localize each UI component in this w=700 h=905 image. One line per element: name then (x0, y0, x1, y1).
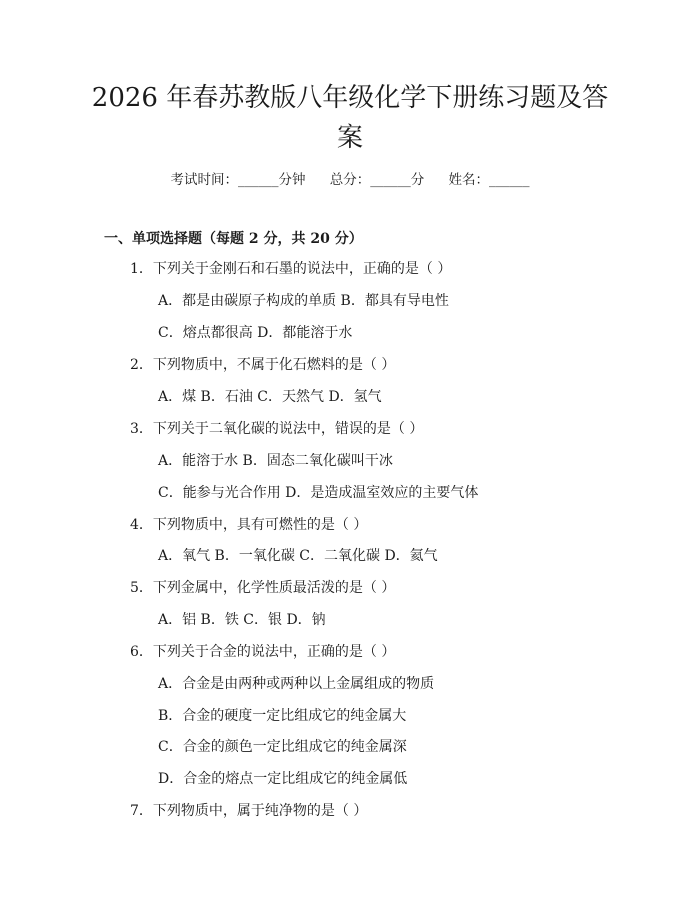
exam-name-field: 姓名：______ (448, 172, 530, 188)
question-options: A．氧气 B．一氧化碳 C．二氧化碳 D．氦气 (158, 548, 438, 564)
question-stem: 6．下列关于合金的说法中，正确的是（ ） (130, 644, 396, 660)
question-options: A．铝 B．铁 C．银 D．钠 (158, 612, 326, 628)
question-stem: 7．下列物质中，属于纯净物的是（ ） (130, 803, 368, 819)
exam-meta (0, 168, 700, 188)
title-line-2: 案 (336, 123, 363, 153)
exam-time: 考试时间：______分钟 (170, 172, 306, 188)
title-line-1: 2026 年春苏教版八年级化学下册练习题及答 (91, 83, 609, 113)
document-title (60, 78, 640, 158)
question-options: C．能参与光合作用 D．是造成温室效应的主要气体 (158, 485, 479, 501)
question-stem: 4．下列物质中，具有可燃性的是（ ） (130, 517, 368, 533)
question-stem: 5．下列金属中，化学性质最活泼的是（ ） (130, 580, 396, 596)
question-stem: 2．下列物质中，不属于化石燃料的是（ ） (130, 357, 396, 373)
question-options: B．合金的硬度一定比组成它的纯金属大 (158, 708, 407, 724)
question-options: A．合金是由两种或两种以上金属组成的物质 (158, 676, 435, 692)
question-options: A．能溶于水 B．固态二氧化碳叫干冰 (158, 453, 393, 469)
question-options: A．煤 B．石油 C．天然气 D．氢气 (158, 389, 382, 405)
question-options: C．熔点都很高 D．都能溶于水 (158, 325, 353, 341)
section-heading: 一、单项选择题（每题 2 分，共 20 分） (104, 231, 363, 247)
question-options: A．都是由碳原子构成的单质 B．都具有导电性 (158, 293, 449, 309)
exam-total-score: 总分：______分 (329, 172, 425, 188)
question-stem: 1．下列关于金刚石和石墨的说法中，正确的是（ ） (130, 261, 452, 277)
question-stem: 3．下列关于二氧化碳的说法中，错误的是（ ） (130, 421, 424, 437)
question-options: D．合金的熔点一定比组成它的纯金属低 (158, 771, 408, 787)
question-options: C．合金的颜色一定比组成它的纯金属深 (158, 739, 407, 755)
